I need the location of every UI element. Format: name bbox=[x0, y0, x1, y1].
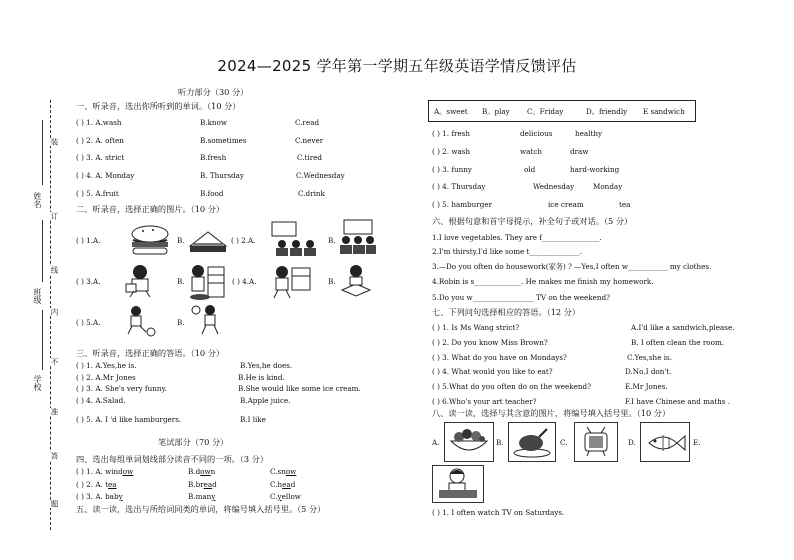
s4-option-b: B.bread bbox=[188, 480, 217, 489]
s3-option-a: ( ) 4. A.Salad. bbox=[76, 396, 126, 405]
cut-mark: 不 bbox=[50, 358, 59, 366]
s4-option-c: C.head bbox=[270, 480, 296, 489]
s8-letter: A. bbox=[432, 438, 440, 447]
cut-mark: 装 bbox=[50, 138, 59, 146]
s8-picture-d bbox=[640, 422, 690, 462]
s5-word: old bbox=[524, 165, 536, 174]
s1-option-b: B.food bbox=[200, 189, 224, 198]
class-underline bbox=[42, 220, 43, 282]
s1-option-c: C.drink bbox=[298, 189, 325, 198]
s5-question: ( ) 4. Thursday bbox=[432, 182, 486, 191]
s2-option-b: B. bbox=[177, 236, 185, 245]
s1-question: ( ) 5. A.fruit bbox=[76, 189, 119, 198]
cut-mark: 题 bbox=[50, 500, 59, 508]
s3-option-a: ( ) 5. A. I 'd like hamburgers. bbox=[76, 415, 182, 424]
classroom-scene-icon bbox=[336, 218, 378, 258]
section-7-heading: 七、下列问句选择相应的答语。（12 分） bbox=[432, 307, 581, 317]
fish-icon bbox=[641, 423, 689, 461]
cut-mark: 线 bbox=[50, 266, 59, 274]
s2-option-b: B. bbox=[177, 318, 185, 327]
s1-option-c: C.never bbox=[295, 136, 324, 145]
s5-word: draw bbox=[570, 147, 589, 156]
s4-row-1: ( ) 1. A. window bbox=[76, 467, 134, 476]
s1-question: ( ) 3. A. strict bbox=[76, 153, 125, 162]
s8-letter: E. bbox=[693, 438, 701, 447]
section-5-heading: 五、读一读，选出与所给词同类的单词，将编号填入括号里。（5 分） bbox=[76, 504, 326, 514]
s5-word: Wednesday bbox=[533, 182, 575, 191]
s1-question: ( ) 1. A.wash bbox=[76, 118, 122, 127]
s5-question: ( ) 1. fresh bbox=[432, 129, 470, 138]
cut-mark: 内 bbox=[50, 308, 59, 316]
word-bank-item: D。friendly bbox=[586, 107, 628, 116]
girl-cleaning-icon bbox=[433, 466, 483, 502]
s7-answer: E.Mr Jones. bbox=[625, 382, 668, 391]
tv-icon bbox=[575, 423, 617, 461]
s7-question: ( ) 2. Do you know Miss Brown? bbox=[432, 338, 548, 347]
boy-football-icon bbox=[122, 304, 158, 338]
cut-mark: 准 bbox=[50, 408, 59, 416]
s7-question: ( ) 1. Is Ms Wang strict? bbox=[432, 323, 520, 332]
word-bank-item: B。play bbox=[482, 107, 510, 116]
s3-option-b: B.She would like some ice cream. bbox=[238, 384, 361, 393]
s1-option-c: C.Wednesday bbox=[296, 171, 345, 180]
page-title: 2024—2025 学年第一学期五年级英语学情反馈评估 bbox=[217, 57, 577, 75]
s6-sentence: 2.I'm thirsty.I'd like some t______________. bbox=[432, 247, 583, 256]
s1-option-c: C.read bbox=[295, 118, 320, 127]
basketball-icon bbox=[188, 302, 228, 338]
s2-option-b: B. bbox=[328, 277, 336, 286]
s4-option-b: B.down bbox=[188, 467, 216, 476]
written-header: 笔试部分（70 分） bbox=[158, 437, 229, 447]
s5-question: ( ) 5. hamburger bbox=[432, 200, 493, 209]
section-8-heading: 八、读一读，选择与其含意的图片，将编号填入括号里。（10 分） bbox=[432, 408, 671, 418]
s2-option-b: B. bbox=[328, 236, 336, 245]
cooking-icon bbox=[186, 263, 228, 301]
s1-option-b: B. Thursday bbox=[200, 171, 244, 180]
s8-question-1: ( ) 1. I often watch TV on Saturdays. bbox=[432, 508, 565, 517]
cut-mark: 答 bbox=[50, 452, 59, 460]
s3-option-b: B.I like bbox=[240, 415, 266, 424]
word-bank-item: A。sweet bbox=[434, 107, 468, 116]
s1-question: ( ) 4. A. Monday bbox=[76, 171, 135, 180]
s1-option-b: B.know bbox=[200, 118, 228, 127]
s1-question: ( ) 2. A. often bbox=[76, 136, 124, 145]
s4-option-c: C.snow bbox=[270, 467, 297, 476]
class-label: 班级 bbox=[33, 288, 42, 304]
s3-option-b: B.Apple juice. bbox=[240, 396, 291, 405]
s5-word: healthy bbox=[575, 129, 603, 138]
section-1-heading: 一、听录音，选出你所听到的单词。（10 分） bbox=[76, 101, 241, 111]
s8-letter: C. bbox=[560, 438, 568, 447]
s8-picture-e bbox=[432, 465, 484, 503]
s7-question: ( ) 3. What do you have on Mondays? bbox=[432, 353, 567, 362]
section-2-heading: 二、听录音，选择正确的图片。（10 分） bbox=[76, 204, 225, 214]
section-6-heading: 六、根据句意和首字母提示，补全句子或对话。（5 分） bbox=[432, 216, 633, 226]
classroom-scene-icon bbox=[270, 220, 320, 258]
s7-answer: B. I often clean the room. bbox=[631, 338, 725, 347]
hamburger-icon bbox=[128, 224, 172, 258]
s3-option-a: ( ) 3. A. She's very funny. bbox=[76, 384, 167, 393]
s1-option-b: B.fresh bbox=[200, 153, 227, 162]
s6-sentence: 5.Do you w_________________ TV on the weekend? bbox=[432, 293, 610, 302]
s2-question-5: ( ) 5.A. bbox=[76, 318, 101, 327]
cleaning-room-icon bbox=[268, 262, 314, 300]
s4-option-c: C.yellow bbox=[270, 492, 301, 501]
s7-question: ( ) 5.What do you often do on the weekend? bbox=[432, 382, 591, 391]
s8-picture-a bbox=[444, 422, 494, 462]
reading-book-icon bbox=[336, 262, 378, 300]
school-label: 学校 bbox=[33, 375, 42, 391]
s4-row-3: ( ) 3. A. baby bbox=[76, 492, 123, 501]
s8-letter: B. bbox=[496, 438, 504, 447]
s8-letter: D. bbox=[628, 438, 636, 447]
s3-option-a: ( ) 1. A.Yes,he is. bbox=[76, 361, 137, 370]
s2-question-3: ( ) 3.A. bbox=[76, 277, 101, 286]
section-4-heading: 四、选出每组单词划线部分读音不同的一项。（3 分） bbox=[76, 454, 269, 464]
s5-question: ( ) 3. funny bbox=[432, 165, 472, 174]
s7-question: ( ) 6.Who's your art teacher? bbox=[432, 397, 537, 406]
s2-option-b: B. bbox=[177, 277, 185, 286]
girl-reading-icon bbox=[120, 262, 160, 298]
salad-bowl-icon bbox=[445, 423, 493, 461]
s7-answer: D.No,I don't. bbox=[625, 367, 672, 376]
s1-option-c: C.tired bbox=[297, 153, 323, 162]
listening-header: 听力部分（30 分） bbox=[178, 87, 249, 97]
s5-word: hard-working bbox=[570, 165, 620, 174]
s6-sentence: 4.Robin is s_____________. He makes me finish my homework. bbox=[432, 277, 654, 286]
school-underline bbox=[42, 310, 43, 370]
s1-option-b: B.sometimes bbox=[200, 136, 247, 145]
section-3-heading: 三、听录音，选择正确的答语。（10 分） bbox=[76, 348, 225, 358]
s6-sentence: 1.I love vegetables. They are f________________. bbox=[432, 233, 602, 242]
s8-picture-c bbox=[574, 422, 618, 462]
word-bank-item: C。Friday bbox=[527, 107, 564, 116]
s8-picture-b bbox=[508, 422, 556, 462]
s5-question: ( ) 2. wash bbox=[432, 147, 471, 156]
s7-answer: C.Yes,she is. bbox=[627, 353, 673, 362]
s4-row-2: ( ) 2. A. tea bbox=[76, 480, 117, 489]
s5-word: Monday bbox=[593, 182, 623, 191]
sandwich-icon bbox=[186, 226, 230, 256]
s2-question-4: ( ) 4.A. bbox=[232, 277, 257, 286]
roast-chicken-icon bbox=[509, 423, 555, 461]
s3-option-b: B.Yes,he does. bbox=[240, 361, 293, 370]
s3-option-b: B.He is kind. bbox=[238, 373, 285, 382]
s7-answer: F.I have Chinese and maths . bbox=[625, 397, 730, 406]
s2-question-2: ( ) 2.A. bbox=[231, 236, 256, 245]
s3-option-a: ( ) 2. A.Mr Jones bbox=[76, 373, 136, 382]
s5-word: watch bbox=[520, 147, 542, 156]
s4-option-b: B.many bbox=[188, 492, 216, 501]
s5-word: delicious bbox=[520, 129, 553, 138]
s7-question: ( ) 4. What would you like to eat? bbox=[432, 367, 553, 376]
cut-mark: 订 bbox=[50, 212, 59, 220]
name-underline bbox=[42, 120, 43, 185]
s5-word: ice cream bbox=[548, 200, 584, 209]
s7-answer: A.I'd like a sandwich,please. bbox=[631, 323, 735, 332]
s2-question-1: ( ) 1.A. bbox=[76, 236, 101, 245]
s5-word: tea bbox=[619, 200, 631, 209]
word-bank-item: E sandwich bbox=[643, 107, 685, 116]
name-label: 姓名 bbox=[33, 192, 42, 208]
s6-sentence: 3.—Do you often do housework(家务) ? —Yes,I often w___________ my clothes. bbox=[432, 262, 712, 271]
